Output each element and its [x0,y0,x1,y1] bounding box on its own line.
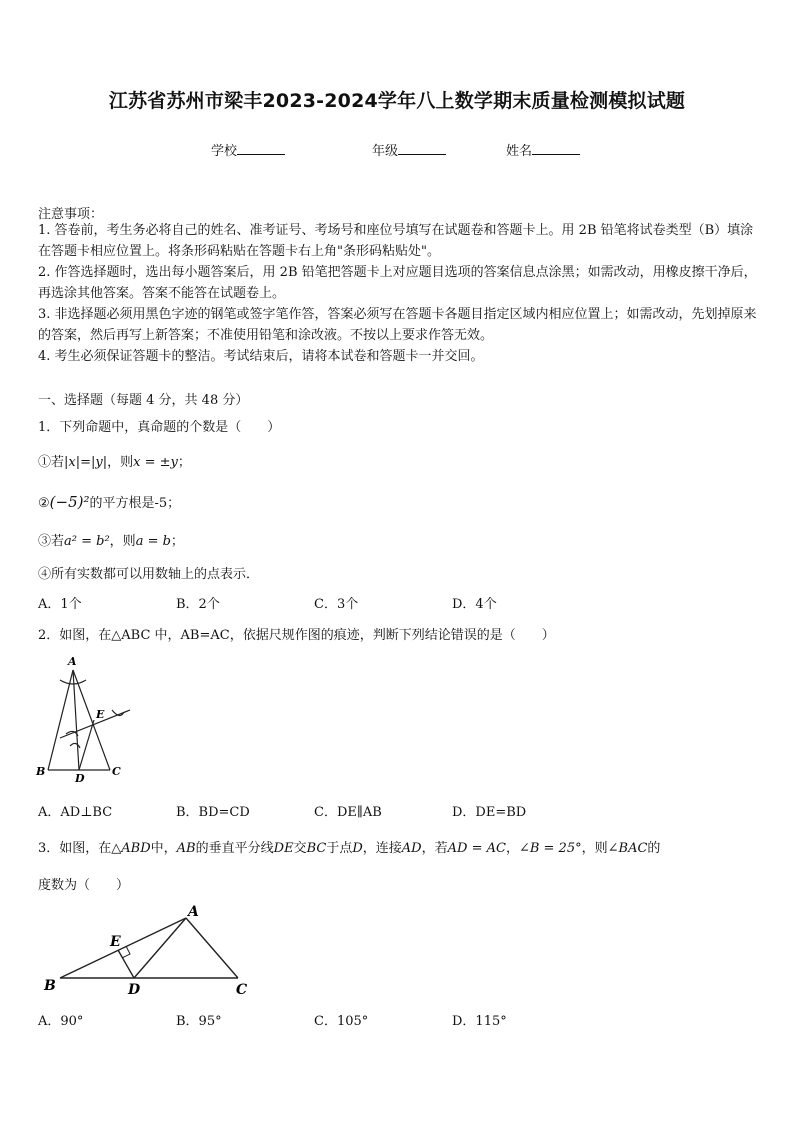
q3-stem-e: ，连接 [362,841,402,856]
q3-stem-pre: 3．如图，在 [38,841,112,856]
q3-label-b: B [44,978,56,994]
q2-side-ab [48,670,73,770]
q2-label-b: B [36,765,46,778]
school-field [211,140,285,159]
q1-option-c: C．3个 [314,597,359,612]
q3-de: DE [273,841,294,856]
notice-item-2: 2. 作答选择题时，选出每小题答案后，用 2B 铅笔把答题卡上对应题目选项的答案信息点涂黑；如需改动，用橡皮擦干净后，再选涂其他答案。答案不能答在试题卷上。 [38,265,757,301]
q3-stem-c: 交 [293,841,307,856]
section-heading: 一、选择题（每题 4 分，共 48 分） [38,393,249,408]
q2-arc-top [60,680,86,684]
q1-s2-math: (−5)² [49,493,90,511]
notice-item-3: 3. 非选择题必须用黑色字迹的钢笔或签字笔作答，答案必须写在答题卡各题目指定区域内相应位置上；如需改动，先划掉原来的答案，然后再写上新答案；不准使用铅笔和涂改液。不按以上要求作答无效。 [38,307,757,343]
q1-s3-math1: a² = b² [64,534,110,549]
school-label: 学校 [211,144,238,159]
q3-d: D [352,841,363,856]
q1-s1-post: ； [177,455,191,470]
q2-option-b: B．BD=CD [176,805,250,820]
q1-option-a: A．1个 [38,597,82,612]
q3-eq2: ∠B = 25° [518,841,582,856]
q2-construction-line [60,710,130,738]
q3-side-ba [60,918,186,978]
q3-eq1: AD = AC [447,841,506,856]
q2-label-c: C [112,765,121,778]
q1-stem: 1．下列命题中，真命题的个数是（ ） [38,420,281,435]
q2-option-c: C．DE∥AB [314,805,382,820]
q1-option-b: B．2个 [176,597,220,612]
q3-stem-a: 中， [150,841,177,856]
q3-stem-i: 的 [647,841,661,856]
q1-s1-math2: x = ±y [133,455,178,470]
q3-option-c: C．105° [314,1014,369,1029]
q2-label-e: E [96,708,105,721]
q1-s3-math2: a = b [135,534,171,549]
q3-stem-line1 [38,837,660,856]
q3-tri: △ABD [111,841,151,856]
q3-option-b: B．95° [176,1014,222,1029]
q1-s2-post: 的平方根是-5； [89,496,181,511]
q3-ad: AD [401,841,422,856]
name-field [506,140,580,159]
q1-statement-4: ④所有实数都可以用数轴上的点表示． [38,567,260,582]
name-blank [532,142,580,155]
q3-stem-b: 的垂直平分线 [195,841,274,856]
notice-item-1: 1. 答卷前，考生务必将自己的姓名、准考证号、考场号和座位号填写在试题卷和答题卡上。用 2B 铅笔将试卷类型（B）填涂在答题卡相应位置上。将条形码粘贴在答题卡右上角"条形码粘贴处"。 [38,223,754,259]
q2-option-d: D．DE=BD [452,805,527,820]
grade-blank [398,142,446,155]
q2-label-a: A [68,655,77,668]
notice-item-4: 4. 考生必须保证答题卡的整洁。考试结束后，请将本试卷和答题卡一并交回。 [38,349,484,364]
q3-figure [38,898,258,998]
grade-label: 年级 [372,144,399,159]
q1-statement-2 [38,492,180,511]
notice-heading: 注意事项： [38,207,104,222]
q2-stem: 2．如图，在△ABC 中，AB=AC，依据尺规作图的痕迹，判断下列结论错误的是（ ） [38,628,555,643]
q3-stem-line2: 度数为（ ） [38,878,130,893]
q1-s1-mid: ，则 [107,455,134,470]
q2-arc-low [70,743,80,748]
q1-s3-post: ； [170,534,184,549]
q3-ab: AB [176,841,196,856]
q3-label-d: D [128,982,141,998]
q1-s1-pre: ①若 [38,455,65,470]
q2-label-d: D [75,772,85,785]
q3-option-d: D．115° [452,1014,507,1029]
q3-side-ac [186,918,238,978]
q1-s3-mid: ，则 [109,534,136,549]
q3-label-c: C [236,982,248,998]
q1-s1-math1: |x|=|y| [64,455,108,470]
q3-stem-f: ，若 [421,841,448,856]
q3-bac: ∠BAC [607,841,648,856]
school-blank [237,142,285,155]
q3-option-a: A．90° [38,1014,84,1029]
q1-option-d: D．4个 [452,597,497,612]
q3-stem-g: ， [505,841,519,856]
grade-field [372,140,446,159]
q3-stem-d: 于点 [326,841,353,856]
page-title: 江苏省苏州市梁丰2023-2024学年八上数学期末质量检测模拟试题 [108,90,686,112]
q1-s2-pre: ② [38,496,50,511]
q3-line-de [118,950,134,978]
q2-option-a: A．AD⊥BC [38,805,113,820]
q3-label-a: A [188,904,199,920]
q3-label-e: E [110,934,121,950]
q1-statement-3 [38,530,184,549]
q1-statement-1 [38,451,191,470]
q3-bc: BC [306,841,327,856]
name-label: 姓名 [506,144,533,159]
q1-s3-pre: ③若 [38,534,65,549]
q3-stem-h: ，则 [581,841,608,856]
q3-line-ad [134,918,186,978]
q2-figure [30,650,140,785]
